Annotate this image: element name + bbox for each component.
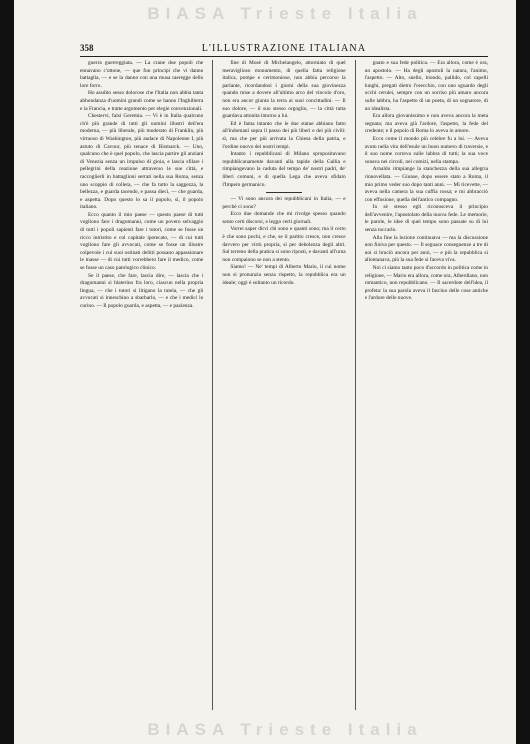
column-3 xyxy=(365,60,488,710)
paragraph: Ecco quanto il mio paese — questo paese di tutti vogliono fare i dragomanni, come un povero selvaggio di tutti i popoli sapienti fare i tutori, come se fosse un ricco intristito e col capitale ipotecato, — di cui tutti vogliono fare gli avvocati, come se fosse un illustre colpevole i cui suoi ostinati delitti possano appassionare le masse — di cui tutti vorrebbero fare il medico, come se fosse un caso patologico clinico. xyxy=(80,211,204,272)
paragraph: Ed è fama intanto che le due statue abbiano fatto all'indomani sopra il passo dei più liberi e dei più civili: sì, ma che per più arrivata la Chiesa della patria, e l'ordine nuovo dei nostri tempi. xyxy=(222,120,346,150)
library-watermark-bottom: BIASA Trieste Italia xyxy=(147,720,423,739)
column-2 xyxy=(222,60,345,710)
paragraph: Se il paese, che fare, lascia dire, — lascia che i dragomanni si blaterino fra loro, ciascun nella propria lingua, — che i tutori si litigano la tutela, — che gli avvocati si inneschino a sbarbarlo, — e che i medici lo curino. — Il popolo guarda, e aspetta, — e pazienza. xyxy=(80,272,204,309)
paragraph: In sè stesso egli riconosceva il principio dell'avvenire, l'apostolato della nuova fede. Le memorie, le parole, le idee di quel tempo sono passate su di lui senza toccarlo. xyxy=(364,204,488,234)
paragraph: — Vi sono ancora dei repubblicani in Italia, — e perchè ci sono? xyxy=(222,196,346,210)
paragraph: guerra guerreggiata. — La crane due popoli che ennavano c'ottone, — que fun principi che vi danno battaglia, — e se la danno con una musa raeregge dello lore forro. xyxy=(80,60,204,89)
paragraph: Intanto i repubblicani di Milano spropositavano repubblicanamente davanti alla tapide della Gallia e rimpiangevano la caduta del tempo de' nostri padri, de' liberi comuni, e di quella Lega che aveva sfidato l'Impero germanico. xyxy=(222,151,346,188)
paragraph: Era allora giovanissimo e non aveva ancora la meta segnata; ma aveva già l'ardore, l'aspetto, la fede del credente; e il popolo di Roma lo aveva in amore. xyxy=(364,113,488,135)
paragraph: Siamo! — Ne' tempi di Alberto Mario, il cui nome non si pronunzia senza rispetto, la repubblica era un ideale; oggi è soltanto un ricordo. xyxy=(222,264,346,286)
paragraph: Ho assdito sesso dolorose che l'Italia non abbia tanta abbondanza d'uomini grandi come se hanno l'Inghilterra e la Francia, e tratte argomento per elegie convenzionali. xyxy=(80,90,204,112)
paragraph: Chestervi, falsi Geremia. — Vi è in Italia qualcuno ch'è più grande di tutti gli uomini illustri dell'era moderna, — più liberale, più moderato di Franklin, più virtuoso di Washington, più audace di Napoleone I, più astuto di Cavour, più tenace di Bismarck. — Uno, qualcuno che è quel popolo, che lascia partire gli anziani di Venezia senza un irnpulso di gioia, e lascia sfilare i pellegrini della reazione attraverso le sue città, e raccoglierli in battaglioni serrati nella sua Roma, senza uno scoppio di collera, — che fa tutto la saggezza, la bellezza, e guarda tacendo, e passa dieci, — che guarda, e aspetta. Dopo questo lo sa il popolo, sì, il popolo italiano. xyxy=(80,113,204,211)
library-watermark-top: BIASA Trieste Italia xyxy=(147,4,423,23)
page-number: 358 xyxy=(80,43,94,53)
page-header xyxy=(80,40,488,57)
paragraph: gnato e sua fede politica. — Era allora, come è ora, un apostolo. — Ha degli apostoli la natura, l'animo, l'aspetto. — Alto, snello, biondo, pallido, col capelli lunghi, pregati dietro l'orecchio, con uno sguardo degli occhi cerulei, sempre con un sorriso più amaro ancora sulle labbra, ha l'aspetto di un poeta, di un sognatore, di un idealista. xyxy=(364,60,488,112)
paragraph: Vorrei saper dirvi chi sono e quanti sono; ma il certo è che sono pochi, e che, se il partito cresce, non cresce davvero per virtù propria, sì per debolezza degli altri. Sul terreno della pratica si sono riposti, e davanti all'urna non compaiono se non a stento. xyxy=(222,226,346,263)
column-divider xyxy=(355,60,356,710)
paragraph: Alla fine la lezione continuava — ma la discussione non finiva per questo. — Il seguace conseguenze a tre di noi sì bruciò ancora per anni, — e più la repubblica si allontanava, più la sua fede si faceva viva. xyxy=(364,234,488,264)
section-rule xyxy=(266,192,303,193)
paragraph: Ecco due domande che mi rivolge spesso quando sento certi discorsi, e leggo certi giornali. xyxy=(222,211,346,225)
paragraph: Ecco come il mondo più celebre fu a lui. — Aveva avuto nella vita dell'esule un buon numero di traversie, e il suo nome correva sulle labbra di tutti; la sua voce sonava nei circoli, nei comizi, nella stampa. xyxy=(364,135,488,165)
column-divider xyxy=(212,60,213,710)
running-title: L'ILLUSTRAZIONE ITALIANA xyxy=(201,42,367,54)
text-columns xyxy=(80,60,488,710)
paragraph: Arnaldo rimpiange la stanchezza della sua allegria rinnovellata. — Giunse, dopo essere stato a Roma, il mio primo veder suo dopo tanti anni. — Mi ricevette, — aveva nella camera la sua cuffia rossa; e mi abbracciò con effusione, quella dell'antico compagno. xyxy=(364,166,488,203)
paragraph: Noi ci siamo tanto poco d'accordo in politica come in religione, — Mario era allora, come ora, Alberdiano, non romantico, non repubblicano. — Il sacerdote dell'idea, il profeta: la sua parola aveva il fascino delle cose antiche e l'ardore delle nuove. xyxy=(364,265,488,302)
paragraph: fine di Mosè di Michelangelo, attorniato di quel meraviglioso monumento, di quella fatta religione italica, pompe e cerimoniose, non abbia percorso la parlante, ricordandosi i giorni della sua giovinezza quando mise a dovere all'ultimo arco del vincolo d'oro, non era ancor giunta la terra ai suoi concittadini. — Il suo dolore, — il suo stesso orgoglio, — la città tutta guardava attonita intorno a lui. xyxy=(222,60,346,120)
column-1 xyxy=(80,60,203,710)
